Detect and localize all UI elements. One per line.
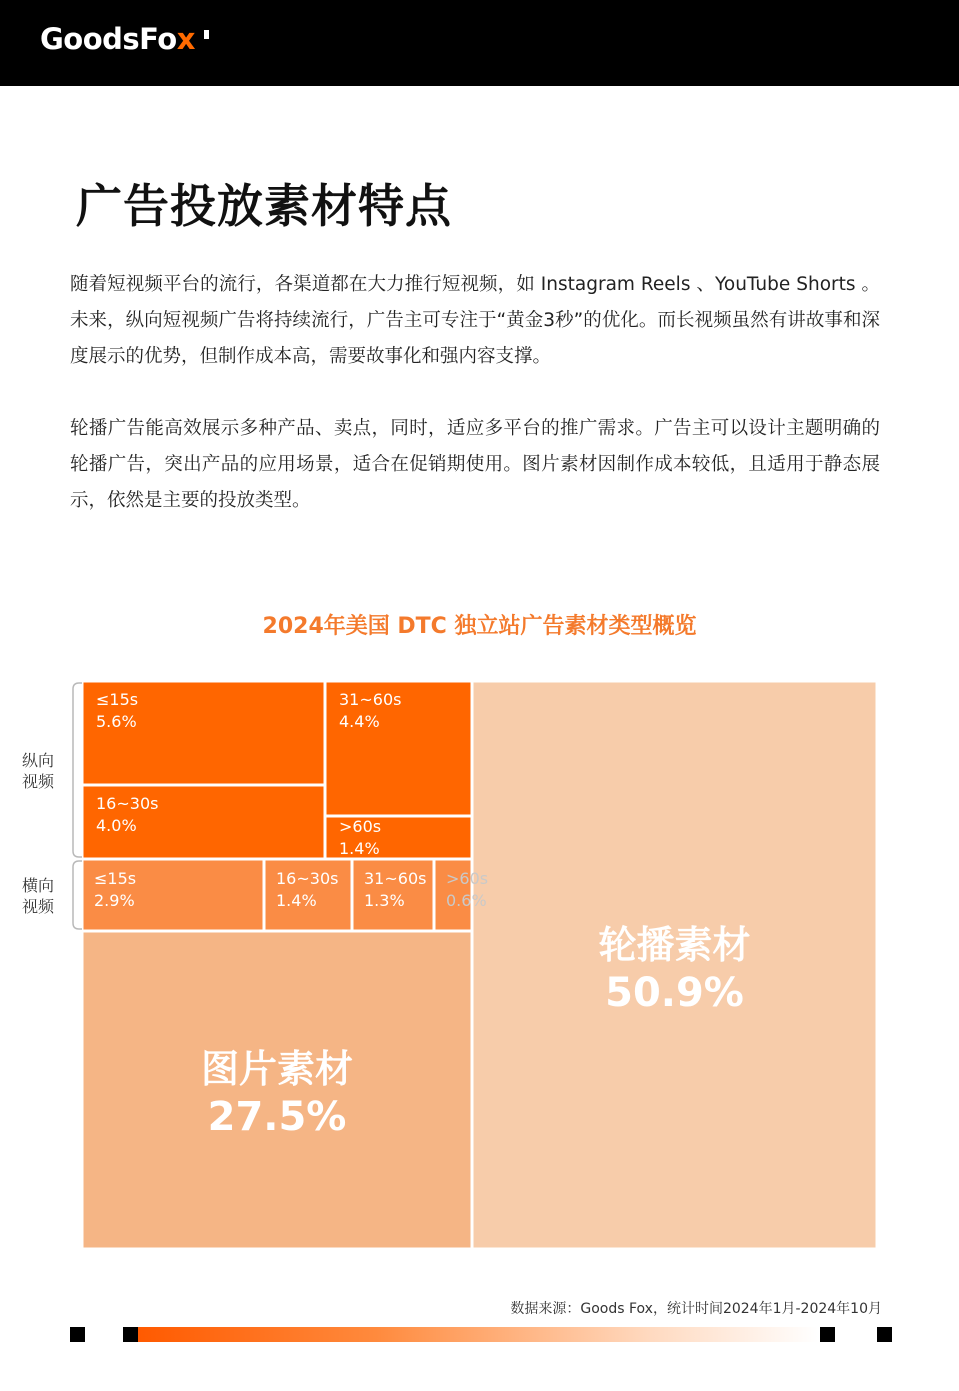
footer-gradient-bar — [138, 1327, 818, 1342]
horizontal-video-cell-label: ≤15s — [94, 869, 137, 888]
vertical-video-cell-label: 16~30s — [96, 794, 159, 813]
vertical-video-group-label: 视频 — [22, 772, 55, 791]
vertical-video-cell-value: 4.4% — [339, 712, 380, 731]
horizontal-video-cell-value: 1.4% — [276, 891, 317, 910]
footer-square-icon — [70, 1327, 85, 1342]
vertical-video-cell-value: 5.6% — [96, 712, 137, 731]
vertical-video-cell-value: 4.0% — [96, 816, 137, 835]
vertical-video-cell-label: >60s — [339, 817, 382, 836]
horizontal-video-group-label: 横向 — [22, 876, 55, 895]
data-source-note: 数据来源：Goods Fox，统计时间2024年1月-2024年10月 — [510, 1301, 882, 1317]
footer-square-icon — [877, 1327, 892, 1342]
carousel-label: 轮播素材 — [598, 923, 751, 967]
footer-square-icon — [820, 1327, 835, 1342]
footer-square-icon — [123, 1327, 138, 1342]
intro-paragraph-2: 轮播广告能高效展示多种产品、卖点，同时，适应多平台的推广需求。广告主可以设计主题明确的轮播广告，突出产品的应用场景，适合在促销期使用。图片素材因制作成本较低，且适用于静态展示，依然是主要的投放类型。 — [70, 418, 880, 511]
carousel-value: 50.9% — [605, 970, 744, 1016]
intro-paragraph-1: 随着短视频平台的流行，各渠道都在大力推行短视频，如 Instagram Reels 、YouTube Shorts 。未来，纵向短视频广告将持续流行，广告主可专注于“黄金3秒”的优化。而长视频虽然有讲故事和深度展示的优势，但制作成本高，需要故事化和强内容支撑。 — [70, 274, 880, 367]
vertical-video-cell-label: ≤15s — [96, 690, 139, 709]
horizontal-video-cell-label: 16~30s — [276, 869, 339, 888]
page-title: 广告投放素材特点 — [76, 179, 452, 233]
horizontal-video-cell-label: >60s — [446, 869, 489, 888]
horizontal-video-cell-label: 31~60s — [364, 869, 427, 888]
horizontal-video-group-label: 视频 — [22, 897, 55, 916]
vertical-video-cell-value: 1.4% — [339, 839, 380, 858]
chart-title: 2024年美国 DTC 独立站广告素材类型概览 — [262, 614, 697, 639]
horizontal-video-cell-value: 2.9% — [94, 891, 135, 910]
image-label: 图片素材 — [200, 1047, 354, 1091]
horizontal-video-cell-value: 1.3% — [364, 891, 405, 910]
horizontal-video-cell-value: 0.6% — [446, 891, 487, 910]
vertical-video-cell-label: 31~60s — [339, 690, 402, 709]
image-value: 27.5% — [207, 1094, 347, 1140]
vertical-video-group-label: 纵向 — [22, 751, 55, 770]
goodsfox-logo: GoodsFox — [40, 22, 195, 56]
